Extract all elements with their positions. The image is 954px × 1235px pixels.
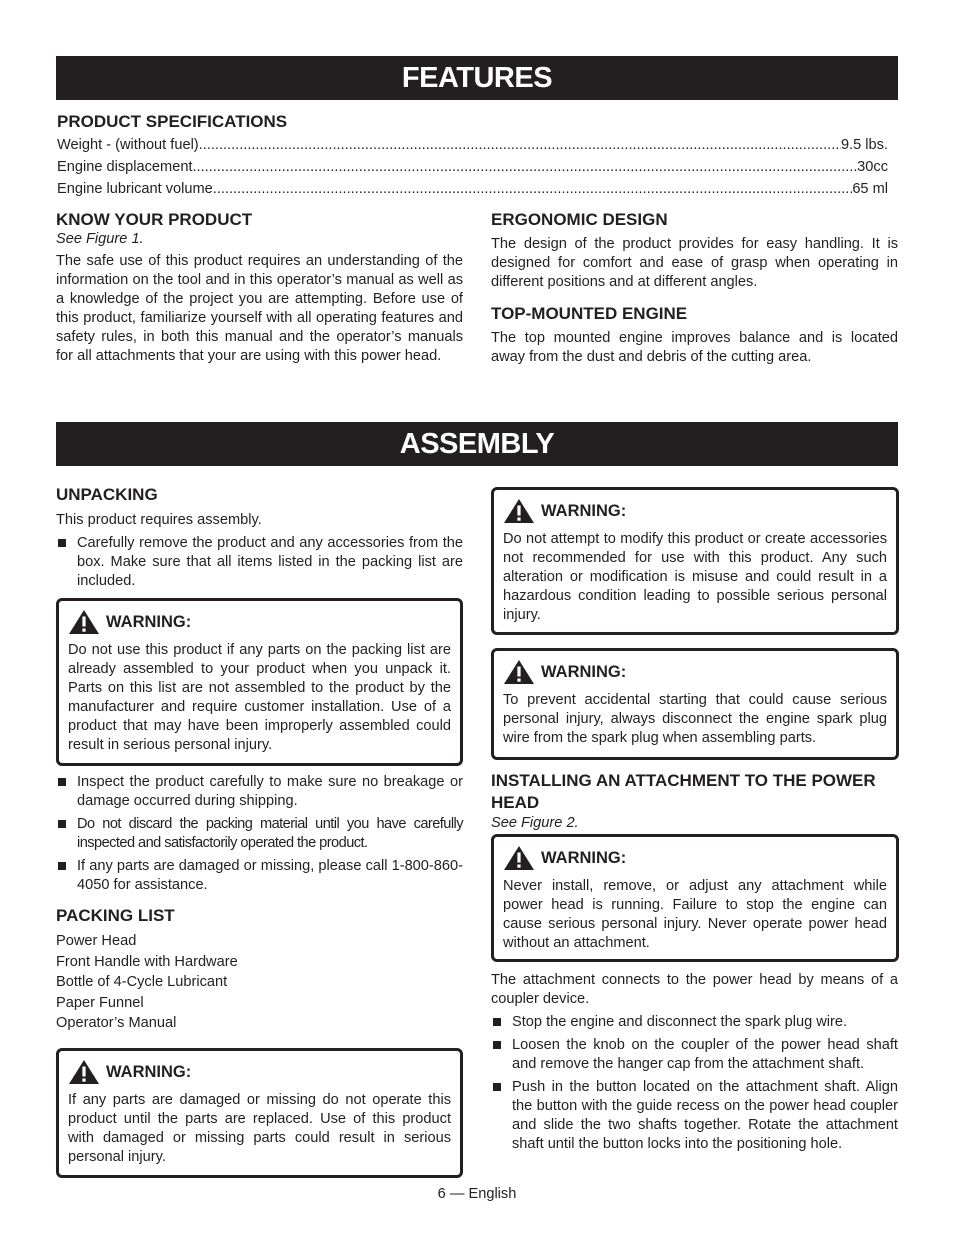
- unpacking-bullet-list: [56, 534, 463, 591]
- list-item: If any parts are damaged or missing, please call 1-800-860-4050 for assistance.: [56, 857, 463, 895]
- spec-row-lubricant: [57, 178, 888, 200]
- know-your-product-text: The safe use of this product requires an understanding of the information on the tool and in this operator’s manual as well as a knowledge of the project you are attempting. Before use of this product, familiarize yourself with all operating features and safety rules, in both this manual and the operator’s manuals for all attachments that your are using with this power head.: [56, 253, 463, 364]
- list-item: Power Head: [56, 933, 137, 949]
- list-item: Operator’s Manual: [56, 1015, 177, 1031]
- warning-triangle-icon: [68, 609, 100, 635]
- spec-value: 9.5 lbs.: [840, 137, 888, 153]
- spec-leader: [213, 178, 853, 200]
- list-item: Paper Funnel: [56, 994, 144, 1011]
- warning-text: If any parts are damaged or missing do not operate this product until the parts are replaced. Use of this product with damaged or missing parts could result in serious personal injury.: [68, 1092, 451, 1165]
- bullet-square-icon: [58, 820, 66, 828]
- installing-heading: INSTALLING AN ATTACHMENT TO THE POWER HEAD: [491, 771, 876, 812]
- warning-triangle-icon: [503, 659, 535, 685]
- installing-intro: The attachment connects to the power head by means of a coupler device.: [491, 972, 898, 1007]
- warning-text: Do not use this product if any parts on the packing list are already assembled to your product when you unpack it. Parts on this list are not assembled to the product by the manufacturer and require customer installation. Use of a product that may have been improperly assembled could result in serious personal injury.: [68, 642, 451, 753]
- bullet-square-icon: [58, 778, 66, 786]
- ergonomic-design-section: [491, 210, 898, 367]
- figure-reference: See Figure 1.: [56, 231, 144, 247]
- warning-title: WARNING:: [68, 609, 451, 635]
- spec-label: Weight - (without fuel): [57, 137, 199, 153]
- unpacking-bullets-continued: [56, 773, 463, 899]
- know-your-product-heading: KNOW YOUR PRODUCT: [56, 210, 253, 229]
- packing-list-section: [56, 906, 463, 1034]
- features-banner: FEATURES: [56, 56, 898, 100]
- installing-section: [491, 770, 898, 832]
- warning-box-attachment: [491, 834, 899, 962]
- product-specifications-section: [57, 112, 888, 132]
- know-your-product-section: [56, 210, 463, 366]
- warning-triangle-icon: [503, 845, 535, 871]
- top-mounted-engine-text: The top mounted engine improves balance and is located away from the dust and debris of the cutting area.: [491, 330, 898, 365]
- list-item: Inspect the product carefully to make sure no breakage or damage occurred during shipping.: [56, 773, 463, 811]
- unpacking-heading: UNPACKING: [56, 485, 158, 504]
- list-item: Loosen the knob on the coupler of the power head shaft and remove the hanger cap from the attachment shaft.: [491, 1036, 898, 1074]
- warning-triangle-icon: [68, 1059, 100, 1085]
- bullet-square-icon: [58, 539, 66, 547]
- warning-box-spark-plug: [491, 648, 899, 760]
- spec-leader: [192, 156, 857, 178]
- unpacking-intro: This product requires assembly.: [56, 512, 262, 528]
- top-mounted-engine-heading: TOP-MOUNTED ENGINE: [491, 304, 688, 323]
- warning-title: WARNING:: [503, 845, 887, 871]
- warning-title: WARNING:: [503, 498, 887, 524]
- list-item: Carefully remove the product and any accessories from the box. Make sure that all items listed in the packing list are included.: [56, 534, 463, 591]
- list-item: Front Handle with Hardware: [56, 953, 238, 970]
- warning-text: Do not attempt to modify this product or create accessories not recommended for use with this product. Any such alteration or modification is misuse and could result in a hazardous condition leading to possible serious personal injury.: [503, 531, 887, 623]
- spec-value: 65 ml: [852, 181, 888, 197]
- installing-body: [491, 971, 898, 1158]
- warning-title: WARNING:: [68, 1059, 451, 1085]
- warning-title: WARNING:: [503, 659, 887, 685]
- warning-text: Never install, remove, or adjust any attachment while power head is running. Failure to stop the engine can cause serious personal injury. Never operate power head without an attachment.: [503, 878, 887, 951]
- bullet-square-icon: [58, 862, 66, 870]
- spec-label: Engine displacement: [57, 159, 193, 175]
- page-footer: 6 — English: [437, 1186, 517, 1202]
- packing-list-items: [56, 931, 463, 1034]
- ergonomic-design-text: The design of the product provides for easy handling. It is designed for comfort and ease of grasp when operating in different positions and at different angles.: [491, 236, 898, 290]
- unpacking-section: [56, 485, 463, 595]
- packing-list-heading: PACKING LIST: [56, 906, 175, 925]
- bullet-square-icon: [493, 1018, 501, 1026]
- figure-reference: See Figure 2.: [491, 815, 579, 831]
- ergonomic-design-heading: ERGONOMIC DESIGN: [491, 210, 668, 229]
- list-item: Bottle of 4-Cycle Lubricant: [56, 974, 228, 990]
- warning-box-assembled-parts: [56, 598, 463, 766]
- installing-bullet-list: [491, 1013, 898, 1154]
- bullet-square-icon: [493, 1083, 501, 1091]
- spec-row-weight: [57, 134, 888, 156]
- spec-row-displacement: [57, 156, 888, 178]
- warning-triangle-icon: [503, 498, 535, 524]
- bullet-square-icon: [493, 1041, 501, 1049]
- spec-value: 30cc: [857, 159, 888, 175]
- warning-box-modify: [491, 487, 899, 635]
- warning-text: To prevent accidental starting that could cause serious personal injury, always disconnect the engine spark plug wire from the spark plug when assembling parts.: [503, 692, 887, 746]
- spec-leader: [199, 134, 841, 156]
- spec-label: Engine lubricant volume: [57, 181, 213, 197]
- list-item: Stop the engine and disconnect the spark plug wire.: [491, 1013, 898, 1032]
- product-specifications-heading: PRODUCT SPECIFICATIONS: [57, 112, 288, 131]
- warning-box-damaged-parts: [56, 1048, 463, 1178]
- list-item: Do not discard the packing material until you have carefully inspected and satisfactorily operated the product.: [56, 815, 463, 853]
- assembly-banner: ASSEMBLY: [56, 422, 898, 466]
- unpacking-bullet-list-2: [56, 773, 463, 895]
- list-item: Push in the button located on the attachment shaft. Align the button with the guide recess on the power head coupler and slide the two shafts together. Rotate the attachment shaft until the button locks into the positioning hole.: [491, 1078, 898, 1154]
